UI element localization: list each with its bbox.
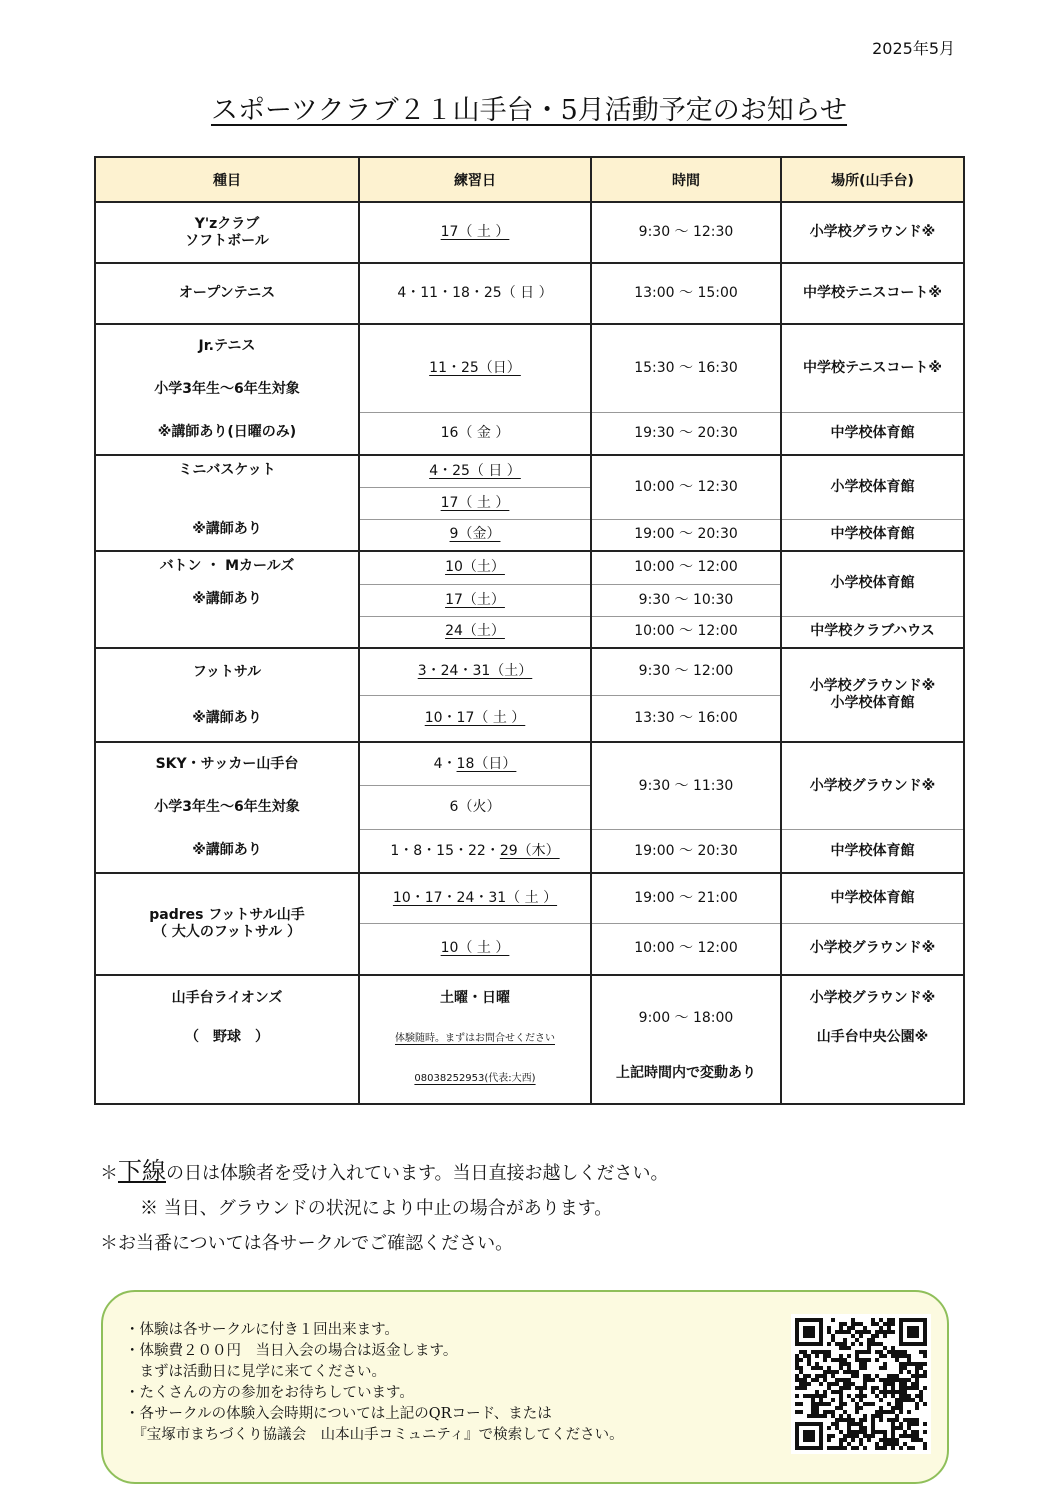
page-title: スポーツクラブ２１山手台・5月活動予定のお知らせ [210,95,848,126]
practice-day: 土曜・日曜 体験随時。まずはお問合せください 08038252953(代表:大西) [359,975,591,1104]
header-practice-day: 練習日 [359,157,591,202]
note-duty: ＊お当番については各サークルでご確認ください。 [100,1233,514,1254]
practice-time: 15:30 ～ 16:30 [591,324,781,412]
table-header-row [95,157,964,202]
practice-time: 10:00 ～ 12:30 [591,455,781,519]
practice-place: 小学校グラウンド※ [781,202,964,263]
practice-place: 中学校テニスコート※ [781,324,964,412]
practice-time: 9:30 ～ 10:30 [591,584,781,616]
event-sky-soccer: SKY・サッカー山手台 小学3年生～6年生対象 ※講師あり [95,742,359,873]
practice-time: 9:30 ～ 11:30 [591,742,781,829]
practice-day: 6（火） [359,786,591,830]
practice-day: 10（土） [445,559,505,576]
info-box [101,1290,949,1484]
table-row [95,873,964,923]
practice-place: 小学校グラウンド※ [781,923,964,975]
note-underline-legend: ＊下線の日は体験者を受け入れています。当日直接お越しください。 [100,1157,669,1185]
event-padres-futsal: padres フットサル山手 （ 大人のフットサル ） [95,873,359,975]
practice-time: 19:00 ～ 20:30 [591,829,781,873]
practice-place: 小学校グラウンド※ 山手台中央公園※ [781,975,964,1104]
event-yz: Y'zクラブ ソフトボール [95,202,359,263]
practice-day: 11・25（日） [429,359,521,376]
practice-time: 10:00 ～ 12:00 [591,616,781,648]
event-futsal: フットサル ※講師あり [95,648,359,742]
table-row [95,742,964,786]
practice-place: 小学校グラウンド※ 小学校体育館 [781,648,964,742]
practice-day: 16（ 金 ） [359,412,591,455]
table-row [95,455,964,487]
info-box-text: ・体験は各サークルに付き１回出来ます。 ・体験費２００円 当日入会の場合は返金します。 まずは活動日に見学に来てください。 ・たくさんの方の参加をお待ちしています。 ・各サークルの体験入会時期については上記のQRコード、または 『宝塚市まちづくり協議会 山本山手コミュニティ』で検索してください。 [125,1322,624,1443]
table-row [95,975,964,1104]
practice-day: 4・25（ 日 ） [429,462,521,479]
practice-place: 中学校クラブハウス [781,616,964,648]
practice-place: 中学校体育館 [781,412,964,455]
practice-day: 17（土） [445,591,505,608]
practice-day: 10（ 土 ） [440,940,510,957]
practice-time: 13:00 ～ 15:00 [591,263,781,324]
practice-time: 9:30 ～ 12:00 [591,648,781,695]
practice-day: 24（土） [445,623,505,640]
practice-place: 小学校体育館 [781,551,964,616]
practice-day: 17（ 土 ） [440,224,510,241]
event-jr-tennis: Jr.テニス 小学3年生～6年生対象 ※講師あり(日曜のみ) [95,324,359,455]
practice-day: 10・17・24・31（ 土 ） [392,889,558,906]
table-row [95,202,964,263]
header-time: 時間 [591,157,781,202]
practice-day: 10・17（ 土 ） [424,709,526,726]
schedule-table [94,156,965,1105]
qr-code-icon[interactable] [791,1314,931,1454]
practice-time: 19:00 ～ 21:00 [591,873,781,923]
event-mini-basket: ミニバスケット ※講師あり [95,455,359,551]
practice-place: 小学校グラウンド※ [781,742,964,829]
header-place: 場所(山手台) [781,157,964,202]
practice-day: 4・18（日） [359,742,591,786]
practice-place: 中学校体育館 [781,873,964,923]
table-row [95,648,964,695]
event-baton: バトン ・ Mカールズ ※講師あり [95,551,359,648]
table-row [95,551,964,584]
practice-place: 中学校体育館 [781,829,964,873]
document-date: 2025年5月 [872,39,955,58]
table-row [95,263,964,324]
note-cancellation: ※ 当日、グラウンドの状況により中止の場合があります。 [140,1198,613,1219]
practice-time: 9:30 ～ 12:30 [591,202,781,263]
practice-time: 9:00 ～ 18:00 上記時間内で変動あり [591,975,781,1104]
practice-time: 19:00 ～ 20:30 [591,519,781,551]
practice-place: 小学校体育館 [781,455,964,519]
practice-day: 3・24・31（土） [417,663,533,680]
practice-day: 1・8・15・22・29（木） [359,829,591,873]
header-event: 種目 [95,157,359,202]
practice-day: 9（金） [449,526,501,543]
notes [100,1154,669,1261]
practice-time: 10:00 ～ 12:00 [591,923,781,975]
practice-time: 10:00 ～ 12:00 [591,551,781,584]
practice-place: 中学校テニスコート※ [781,263,964,324]
practice-time: 13:30 ～ 16:00 [591,695,781,742]
practice-time: 19:30 ～ 20:30 [591,412,781,455]
event-open-tennis: オープンテニス [95,263,359,324]
table-row [95,324,964,412]
practice-day: 4・11・18・25（ 日 ） [359,263,591,324]
practice-place: 中学校体育館 [781,519,964,551]
practice-day: 17（ 土 ） [440,494,510,511]
event-yamatedai-lions: 山手台ライオンズ （ 野球 ） [95,975,359,1104]
